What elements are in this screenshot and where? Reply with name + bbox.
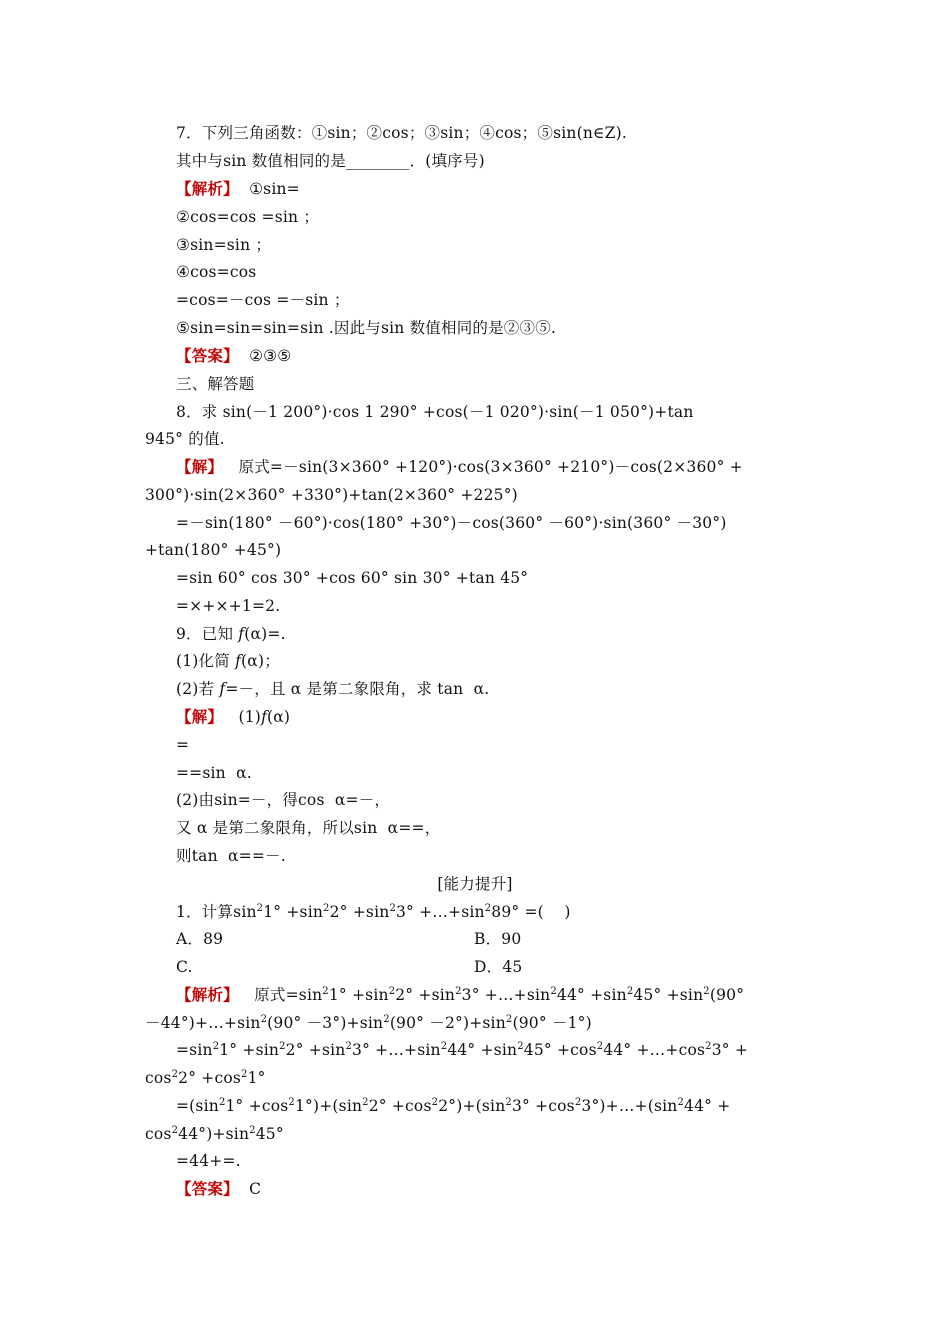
q8-solution-line3: =－sin(180° －60°)·cos(180° +30°)－cos(360° －60°)·sin(360° －30°) — [176, 514, 727, 532]
text-run: 45° +cos — [523, 1041, 597, 1059]
superscript: 2 — [388, 986, 396, 997]
superscript: 2 — [241, 1069, 248, 1080]
q7-analysis-line1 — [176, 175, 300, 203]
text-run: 3°)+…+(sin — [581, 1097, 678, 1115]
superscript: 2 — [626, 986, 634, 997]
text-run: (1)化简 — [176, 652, 236, 670]
text-run: 2° +sin — [329, 903, 390, 921]
text-run: 1° +cos — [225, 1097, 289, 1115]
text-run: 44°)+sin — [178, 1125, 250, 1143]
text-run: 原式=sin — [254, 986, 323, 1004]
p1-options-row1 — [176, 925, 522, 953]
p1-answer — [176, 1175, 261, 1203]
text-run: 1° +sin — [263, 903, 324, 921]
q7-analysis-line4: ④cos=cos — [176, 263, 257, 281]
text-run: ②③⑤ — [249, 347, 292, 365]
q7-line1 — [176, 119, 627, 147]
q7-answer — [176, 342, 291, 370]
text-run: (90° — [709, 986, 745, 1004]
text-run: (2)若 — [176, 680, 220, 698]
text-run: 1°)+(sin — [294, 1097, 363, 1115]
superscript: 2 — [574, 1097, 582, 1108]
superscript: 2 — [484, 903, 492, 914]
option-c: C. — [176, 958, 193, 976]
p1-analysis-line3 — [176, 1036, 748, 1064]
text-run: =(sin — [176, 1097, 219, 1115]
text-run: 89° =( ) — [491, 903, 571, 921]
text-run: 1° +sin — [328, 986, 389, 1004]
q9-part1 — [176, 647, 280, 675]
text-run: 1° +sin — [219, 1041, 280, 1059]
p1-question — [176, 898, 571, 926]
q7-line2 — [176, 147, 485, 175]
q8-line2: 945° 的值. — [145, 430, 225, 448]
q8-solution-line2: 300°)·sin(2×360° +330°)+tan(2×360° +225°) — [145, 486, 518, 504]
text-run: 3° +…+sin — [396, 903, 485, 921]
text-run: 2°)+(sin — [438, 1097, 506, 1115]
text-run: 其中与sin 数值相同的是________．(填序号) — [176, 152, 485, 170]
superscript: 2 — [362, 1097, 369, 1108]
text-run: (90° －2°)+sin — [389, 1014, 506, 1032]
text-run: 44° + — [684, 1097, 731, 1115]
superscript: 2 — [256, 903, 264, 914]
superscript: 2 — [705, 1041, 712, 1052]
superscript: 2 — [322, 986, 329, 997]
superscript: 2 — [455, 986, 462, 997]
superscript: 2 — [212, 1041, 220, 1052]
text-run: (α)=. — [244, 625, 286, 643]
superscript: 2 — [383, 1014, 390, 1025]
p1-analysis-line7: =44+=. — [176, 1152, 241, 1170]
text-run: (1) — [238, 708, 262, 726]
text-run: 45° +sin — [633, 986, 704, 1004]
text-run: f — [235, 652, 242, 670]
text-run: cos — [145, 1125, 172, 1143]
superscript: 2 — [249, 1125, 256, 1136]
text-run: =sin — [176, 1041, 213, 1059]
text-run: f — [238, 625, 245, 643]
q9-solution-line5: 又 α 是第二象限角，所以sin α==， — [176, 819, 441, 837]
text-run: (90° －1°) — [512, 1014, 592, 1032]
text-run: 2° +sin — [395, 986, 456, 1004]
q9-part2 — [176, 675, 489, 703]
superscript: 2 — [677, 1097, 685, 1108]
text-run: 1° — [247, 1069, 266, 1087]
superscript: 2 — [260, 1014, 268, 1025]
p1-analysis-line5 — [176, 1092, 730, 1120]
text-run: 2° +cos — [178, 1069, 242, 1087]
text-run: cos — [145, 1069, 172, 1087]
p1-analysis-line2 — [145, 1009, 592, 1037]
q9-solution-line6: 则tan α==－. — [176, 847, 286, 865]
ability-heading: [能力提升] — [437, 875, 513, 893]
superscript: 2 — [703, 986, 710, 997]
q8-solution-line6: =×+×+1=2. — [176, 597, 281, 615]
text-run: －44°)+…+sin — [145, 1014, 261, 1032]
text-run: ①sin= — [249, 180, 300, 198]
q9-solution-line2: = — [176, 736, 190, 754]
q8-solution-line4: +tan(180° +45°) — [145, 541, 282, 559]
option-d: D．45 — [474, 958, 523, 976]
superscript: 2 — [440, 1041, 448, 1052]
text-run: 2° +sin — [285, 1041, 346, 1059]
p1-analysis-line6 — [145, 1120, 284, 1148]
q7-analysis-line3: ③sin=sin ； — [176, 236, 272, 254]
q7-analysis-line5: =cos=－cos =－sin ； — [176, 291, 350, 309]
q8-solution-line1 — [176, 453, 743, 481]
superscript: 2 — [505, 1014, 513, 1025]
q9-line1 — [176, 620, 286, 648]
answer-tag: 【答案】 — [176, 1179, 239, 1198]
q9-solution-line4: (2)由sin=－，得cos α=－， — [176, 791, 391, 809]
solution-tag: 【解】 — [176, 457, 224, 476]
text-run: 3° +cos — [511, 1097, 575, 1115]
option-a: A．89 — [176, 930, 224, 948]
text-run: 3° +…+sin — [461, 986, 551, 1004]
text-run: 44° +…+cos — [603, 1041, 706, 1059]
superscript: 2 — [596, 1041, 604, 1052]
section-heading: 三、解答题 — [176, 375, 255, 393]
text-run: 45° — [255, 1125, 284, 1143]
text-run: 1．计算sin — [176, 903, 257, 921]
text-run: 7．下列三角函数：①sin；②cos；③sin；④cos；⑤sin(n∈Z). — [176, 124, 628, 142]
text-run: 9．已知 — [176, 625, 239, 643]
superscript: 2 — [345, 1041, 353, 1052]
text-run: 44° +sin — [447, 1041, 518, 1059]
text-run: 原式=－sin(3×360° +120°)·cos(3×360° +210°)－cos(2×360° + — [238, 458, 743, 476]
p1-options-row2 — [176, 953, 523, 981]
text-run: =－，且 α 是第二象限角，求 tan α. — [225, 680, 490, 698]
superscript: 2 — [431, 1097, 439, 1108]
superscript: 2 — [323, 903, 330, 914]
q8-solution-line5: =sin 60° cos 30° +cos 60° sin 30° +tan 45° — [176, 569, 529, 587]
text-run: 3° +…+sin — [352, 1041, 441, 1059]
p1-analysis-line4 — [145, 1064, 266, 1092]
text-run: f — [261, 708, 267, 726]
q8-line1: 8．求 sin(－1 200°)·cos 1 290° +cos(－1 020°)·sin(－1 050°)+tan — [176, 403, 694, 421]
q7-analysis-line2: ②cos=cos =sin ； — [176, 208, 320, 226]
text-run: C — [249, 1180, 262, 1198]
text-run: 3° + — [711, 1041, 749, 1059]
q9-solution-line3: ==sin α. — [176, 764, 252, 782]
superscript: 2 — [171, 1069, 179, 1080]
superscript: 2 — [171, 1125, 179, 1136]
superscript: 2 — [389, 903, 396, 914]
text-run: 44° +sin — [556, 986, 627, 1004]
superscript: 2 — [288, 1097, 295, 1108]
solution-tag: 【解】 — [176, 707, 224, 726]
text-run: 2° +cos — [368, 1097, 432, 1115]
superscript: 2 — [505, 1097, 512, 1108]
superscript: 2 — [550, 986, 557, 997]
superscript: 2 — [517, 1041, 524, 1052]
text-run: (90° －3°)+sin — [267, 1014, 384, 1032]
superscript: 2 — [279, 1041, 286, 1052]
p1-analysis-line1 — [176, 981, 744, 1009]
text-run: (α) — [267, 708, 291, 726]
analysis-tag: 【解析】 — [176, 985, 239, 1004]
text-run: (α)； — [241, 652, 280, 670]
text-run: f — [219, 680, 226, 698]
answer-tag: 【答案】 — [176, 346, 239, 365]
q9-solution-line1 — [176, 703, 290, 731]
option-b: B．90 — [474, 930, 522, 948]
q7-analysis-line6: ⑤sin=sin=sin=sin .因此与sin 数值相同的是②③⑤. — [176, 319, 557, 337]
superscript: 2 — [218, 1097, 226, 1108]
analysis-tag: 【解析】 — [176, 179, 239, 198]
